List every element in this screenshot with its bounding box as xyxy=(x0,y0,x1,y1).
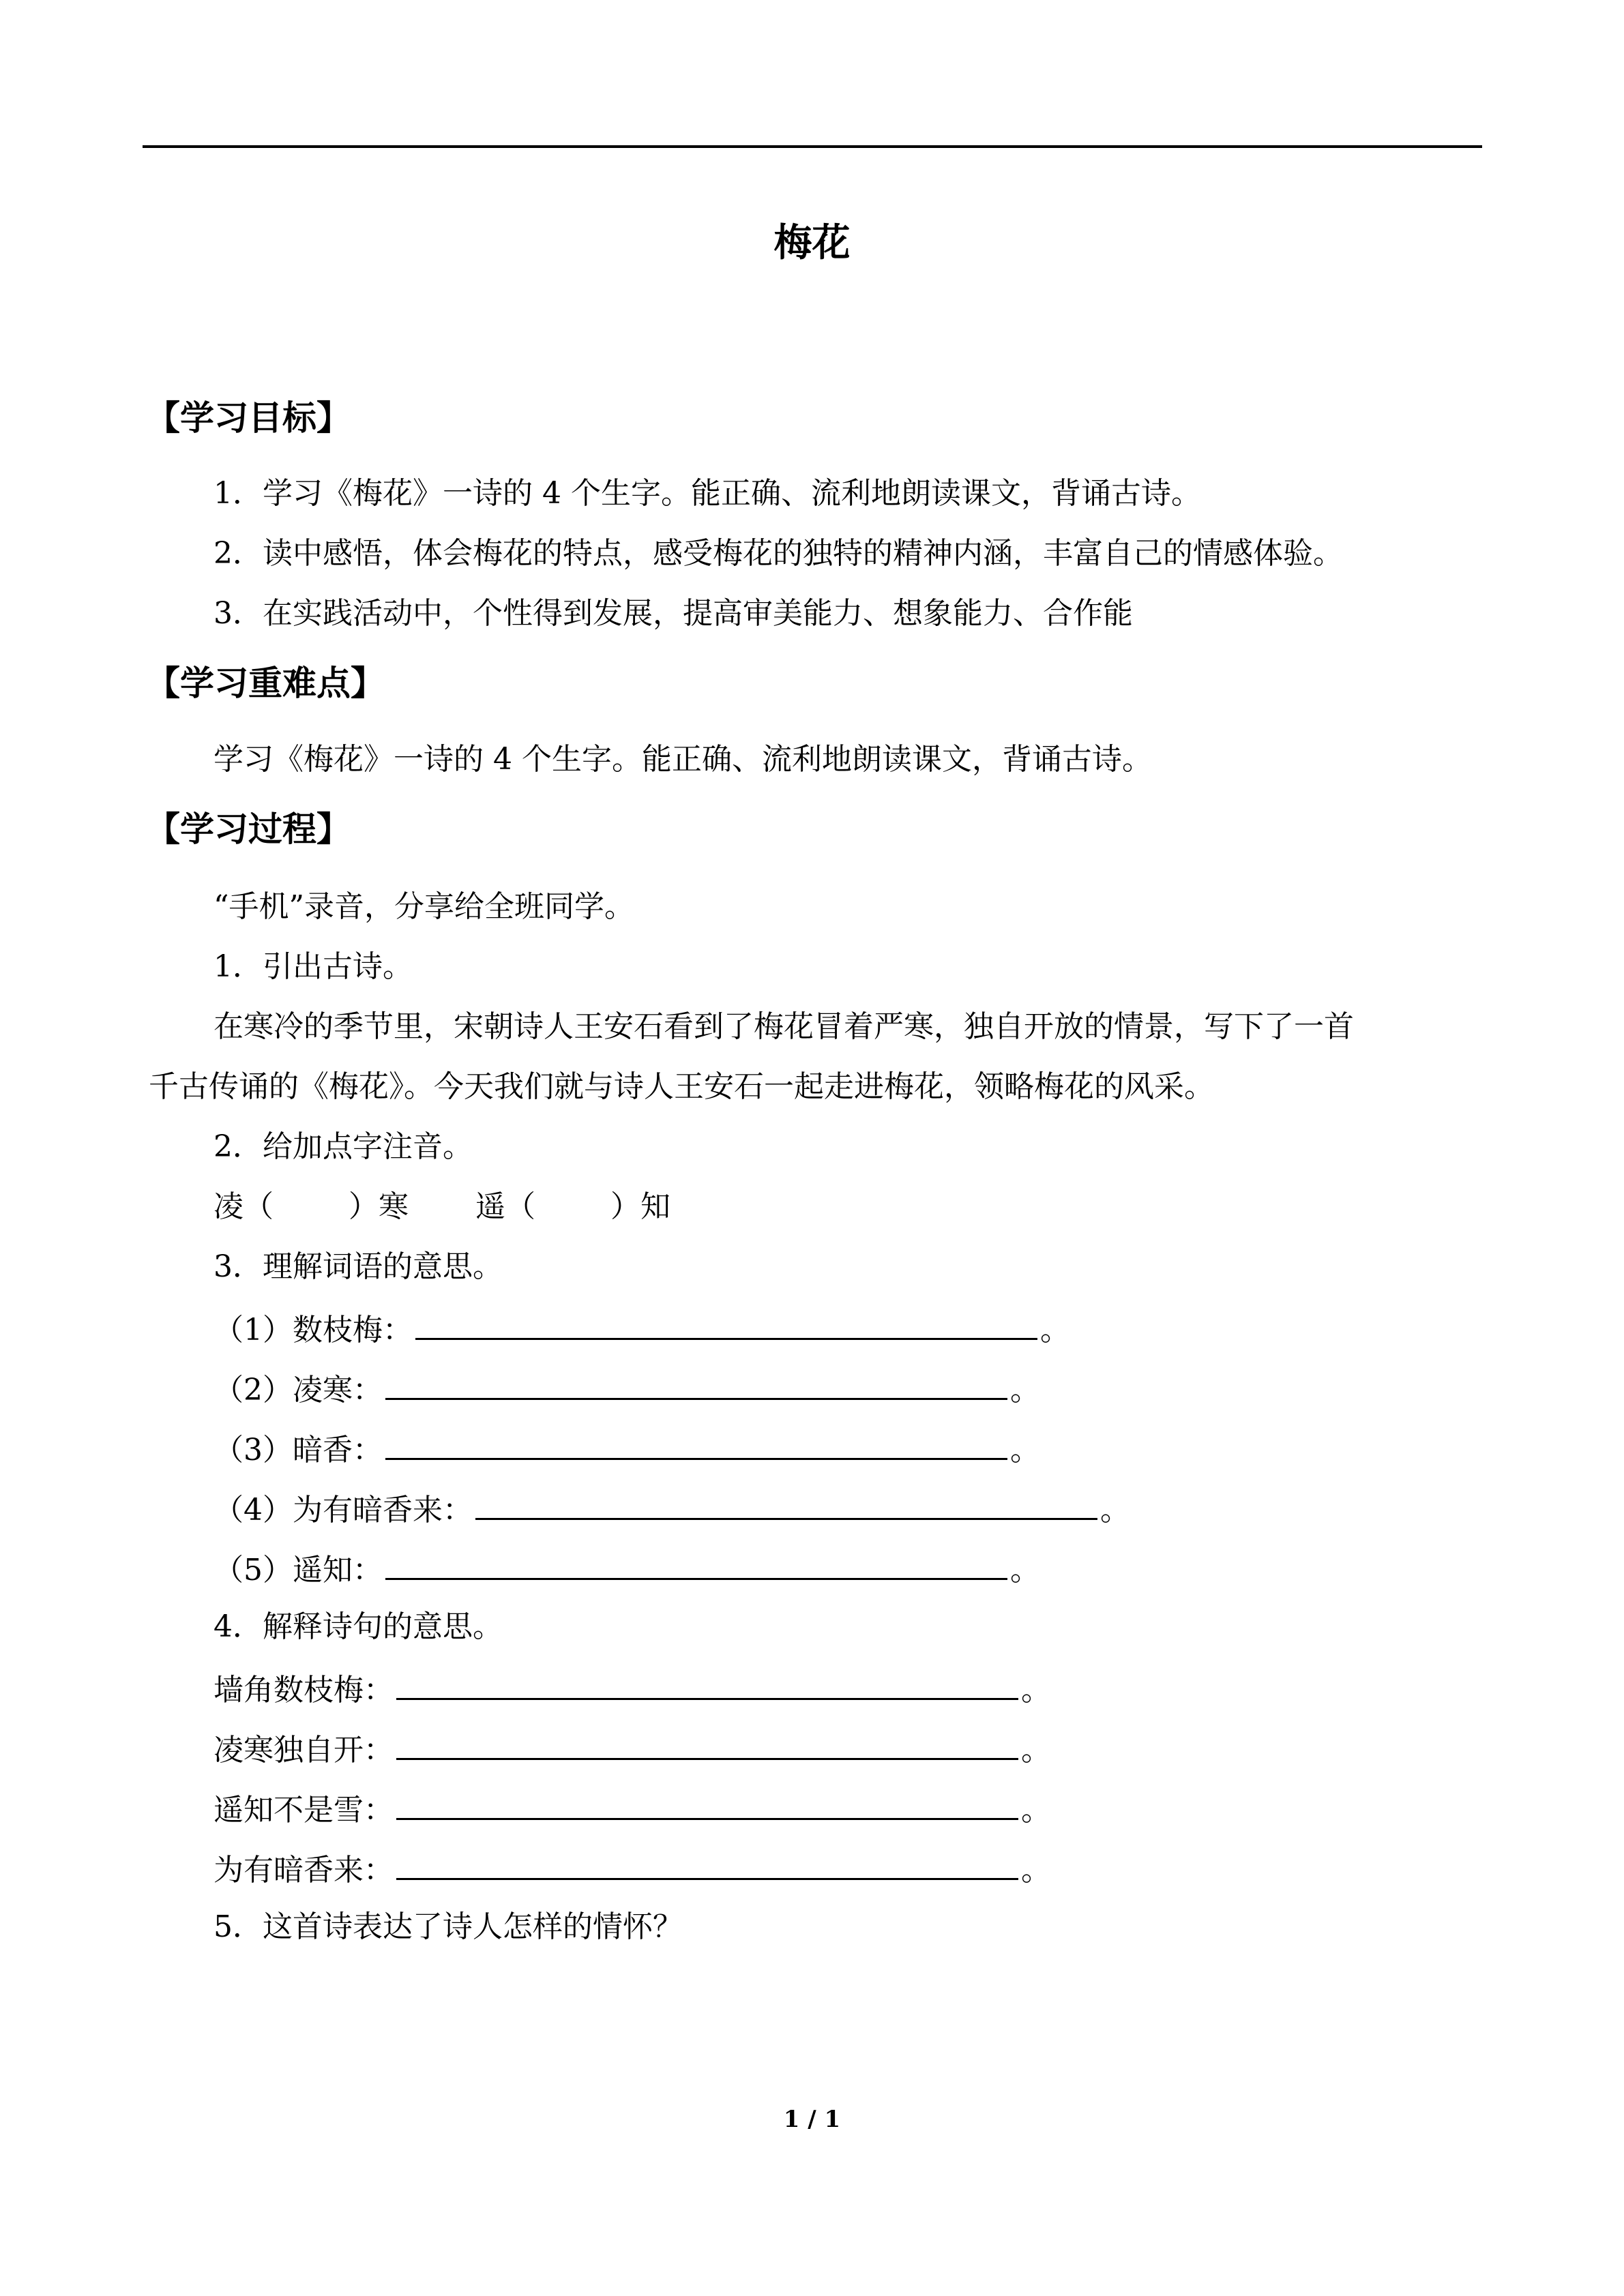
verse-end: 。 xyxy=(1021,1673,1051,1708)
vocab-item xyxy=(213,1368,1040,1410)
pinyin-row xyxy=(213,1188,670,1226)
vocab-end: 。 xyxy=(1010,1373,1040,1407)
step-1-paragraph-line-2: 千古传诵的《梅花》。今天我们就与诗人王安石一起走进梅花，领略梅花的风采。 xyxy=(149,1069,1214,1104)
answer-blank[interactable] xyxy=(475,1488,1097,1520)
page-number: 1 / 1 xyxy=(783,2106,841,2133)
process-heading: 【学习过程】 xyxy=(146,809,351,849)
goal-item-2: 2．读中感悟，体会梅花的特点，感受梅花的独特的精神内涵，丰富自己的情感体验。 xyxy=(213,536,1343,571)
step-4-title: 4．解释诗句的意思。 xyxy=(213,1609,503,1644)
vocab-end: 。 xyxy=(1100,1493,1130,1527)
answer-blank[interactable] xyxy=(415,1308,1037,1340)
answer-blank[interactable] xyxy=(396,1788,1018,1820)
goal-item-1: 1．学习《梅花》一诗的 4 个生字。能正确、流利地朗读课文，背诵古诗。 xyxy=(213,476,1201,511)
step-1-title: 1．引出古诗。 xyxy=(213,949,413,984)
step-3-title: 3．理解词语的意思。 xyxy=(213,1249,503,1284)
answer-blank[interactable] xyxy=(385,1368,1007,1400)
vocab-label: （5）遥知： xyxy=(213,1553,383,1587)
verse-end: 。 xyxy=(1021,1733,1051,1768)
key-points-heading: 【学习重难点】 xyxy=(146,664,385,703)
vocab-label: （1）数枝梅： xyxy=(213,1313,413,1347)
verse-label: 凌寒独自开： xyxy=(213,1733,394,1768)
step-1-paragraph-line-1: 在寒冷的季节里，宋朝诗人王安石看到了梅花冒着严寒，独自开放的情景，写下了一首 xyxy=(213,1009,1354,1044)
answer-blank[interactable] xyxy=(396,1728,1018,1760)
pinyin-item-b-pre: 遥（ xyxy=(475,1189,535,1224)
vocab-label: （2）凌寒： xyxy=(213,1373,383,1407)
verse-end: 。 xyxy=(1021,1793,1051,1828)
verse-end: 。 xyxy=(1021,1853,1051,1888)
vocab-label: （4）为有暗香来： xyxy=(213,1493,473,1527)
vocab-item xyxy=(213,1488,1130,1530)
vocab-item xyxy=(213,1308,1070,1350)
key-points-text: 学习《梅花》一诗的 4 个生字。能正确、流利地朗读课文，背诵古诗。 xyxy=(213,742,1152,777)
verse-label: 遥知不是雪： xyxy=(213,1793,394,1828)
verse-item xyxy=(213,1728,1051,1770)
answer-blank[interactable] xyxy=(396,1668,1018,1700)
verse-label: 为有暗香来： xyxy=(213,1853,394,1888)
vocab-item xyxy=(213,1548,1040,1590)
answer-blank[interactable] xyxy=(396,1848,1018,1880)
step-5-title: 5．这首诗表达了诗人怎样的情怀？ xyxy=(213,1909,683,1944)
answer-blank[interactable] xyxy=(385,1548,1007,1580)
vocab-end: 。 xyxy=(1040,1313,1070,1347)
verse-item xyxy=(213,1848,1051,1890)
vocab-item xyxy=(213,1428,1040,1470)
goals-heading: 【学习目标】 xyxy=(146,398,351,438)
vocab-end: 。 xyxy=(1010,1433,1040,1467)
verse-item xyxy=(213,1668,1051,1710)
pinyin-item-a-post: ）寒 xyxy=(349,1189,409,1224)
vocab-label: （3）暗香： xyxy=(213,1433,383,1467)
verse-item xyxy=(213,1788,1051,1830)
step-2-title: 2．给加点字注音。 xyxy=(213,1129,473,1164)
verse-label: 墙角数枝梅： xyxy=(213,1673,394,1708)
goal-item-3: 3．在实践活动中，个性得到发展，提高审美能力、想象能力、合作能 xyxy=(213,596,1133,631)
page-title: 梅花 xyxy=(773,221,851,265)
pinyin-item-b-post: ）知 xyxy=(610,1189,670,1224)
answer-blank[interactable] xyxy=(385,1428,1007,1460)
vocab-end: 。 xyxy=(1010,1553,1040,1587)
process-intro: “手机”录音，分享给全班同学。 xyxy=(213,889,634,924)
pinyin-item-a-pre: 凌（ xyxy=(213,1189,274,1224)
header-rule xyxy=(143,145,1482,148)
